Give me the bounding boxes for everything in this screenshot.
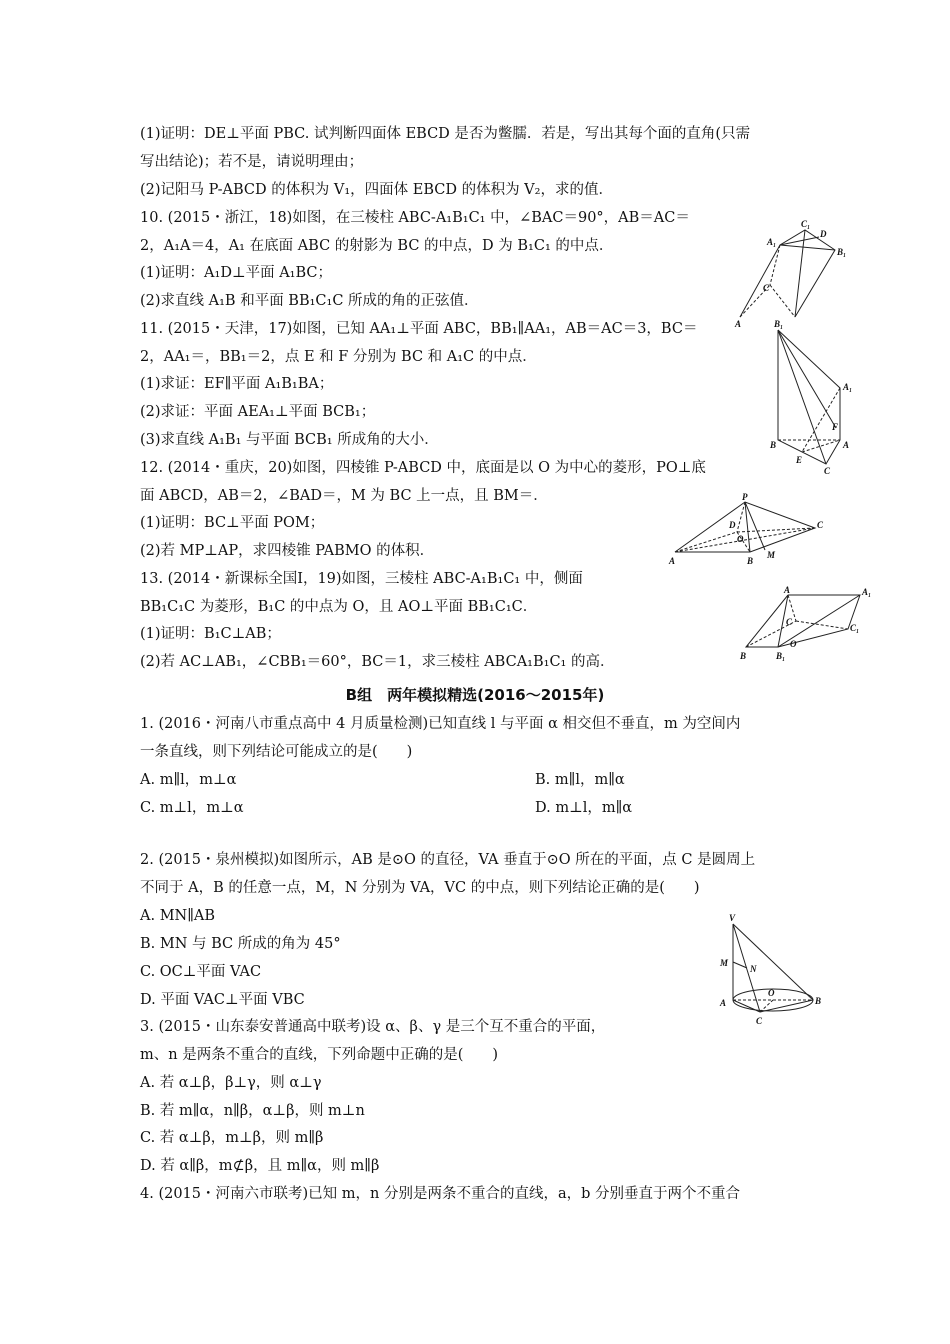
problem-12: 12. (2014・重庆，20)如图，四棱锥 P-ABCD 中，底面是以 O 为中心的菱形，PO⊥底 xyxy=(140,460,706,476)
text-line: (2)若 MP⊥AP，求四棱锥 PABMO 的体积． xyxy=(140,543,435,559)
text-line: 写出结论)；若不是，请说明理由； xyxy=(140,154,364,170)
figure-label: C₁ xyxy=(801,219,811,229)
figure-label: B xyxy=(747,556,754,566)
question-b2: 2. (2015・泉州模拟)如图所示，AB 是⊙O 的直径，VA 垂直于⊙O 所在的平面，点 C 是圆周上 xyxy=(140,852,756,868)
problem-11: 11. (2015・天津，17)如图，已知 AA₁⊥平面 ABC，BB₁∥AA₁，AB＝AC＝3，BC＝ xyxy=(140,321,698,337)
option-line: D. 若 α∥β，m⊄β，且 m∥α，则 m∥β xyxy=(140,1158,380,1174)
text-line: (2)求证：平面 AEA₁⊥平面 BCB₁； xyxy=(140,404,376,420)
figure-cone-b2 xyxy=(718,912,828,1027)
figure-label: B xyxy=(740,651,747,661)
section-title: B组 两年模拟精选(2016～2015年) xyxy=(345,686,605,704)
text-line: 2，A₁A＝4，A₁ 在底面 ABC 的射影为 BC 的中点，D 为 B₁C₁ 的中点． xyxy=(140,238,614,254)
figure-label: C₁ xyxy=(850,623,860,633)
text-line: 一条直线，则下列结论可能成立的是( ) xyxy=(140,744,413,760)
figure-label: M xyxy=(720,958,729,968)
problem-13: 13. (2014・新课标全国Ⅰ，19)如图，三棱柱 ABC-A₁B₁C₁ 中，侧面 xyxy=(140,571,583,587)
option-b: B. m∥l，m∥α xyxy=(535,772,625,788)
question-b4: 4. (2015・河南六市联考)已知 m，n 分别是两条不重合的直线，a，b 分别垂直于两个不重合 xyxy=(140,1186,740,1202)
text-line: (1)证明：B₁C⊥AB； xyxy=(140,626,281,642)
figure-label: D xyxy=(729,520,736,530)
text-line: (2)记阳马 P-ABCD 的体积为 V₁，四面体 EBCD 的体积为 V₂，求的值． xyxy=(140,182,613,198)
figure-label: E xyxy=(796,455,803,465)
text-line: (1)证明：BC⊥平面 POM； xyxy=(140,515,325,531)
text-line: BB₁C₁C 为菱形，B₁C 的中点为 O，且 AO⊥平面 BB₁C₁C． xyxy=(140,599,538,615)
question-b1: 1. (2016・河南八市重点高中 4 月质量检测)已知直线 l 与平面 α 相交但不垂直，m 为空间内 xyxy=(140,716,741,732)
figure-label: C xyxy=(817,520,824,530)
figure-label: A₁ xyxy=(862,587,872,597)
text-line: (1)证明：A₁D⊥平面 A₁BC； xyxy=(140,265,332,281)
option-line: B. MN 与 BC 所成的角为 45° xyxy=(140,936,341,952)
problem-10: 10. (2015・浙江，18)如图，在三棱柱 ABC-A₁B₁C₁ 中，∠BAC＝90°，AB＝AC＝ xyxy=(140,210,690,226)
text-line: (2)求直线 A₁B 和平面 BB₁C₁C 所成的角的正弦值． xyxy=(140,293,479,309)
figure-label: M xyxy=(767,550,776,560)
figure-label: F xyxy=(832,422,839,432)
text-line: m、n 是两条不重合的直线，下列命题中正确的是( ) xyxy=(140,1047,499,1063)
figure-label: A₁ xyxy=(843,382,853,392)
figure-label: C xyxy=(763,283,770,293)
figure-label: O xyxy=(737,534,744,544)
figure-label: A xyxy=(843,440,850,450)
figure-prism-13 xyxy=(738,585,873,665)
option-line: C. 若 α⊥β，m⊥β，则 m∥β xyxy=(140,1130,324,1146)
option-c: C. m⊥l，m⊥α xyxy=(140,800,244,816)
figure-label: D xyxy=(820,229,827,239)
figure-label: B xyxy=(770,440,777,450)
figure-pyramid-12 xyxy=(665,492,830,572)
figure-solid-11 xyxy=(768,318,858,478)
figure-label: C xyxy=(824,466,831,476)
figure-label: N xyxy=(750,964,757,974)
text-line: 2，AA₁＝，BB₁＝2，点 E 和 F 分别为 BC 和 A₁C 的中点． xyxy=(140,349,537,365)
figure-label: A xyxy=(784,585,791,595)
figure-label: B₁ xyxy=(776,651,786,661)
text-line: (2)若 AC⊥AB₁，∠CBB₁＝60°，BC＝1，求三棱柱 ABCA₁B₁C₁ 的高． xyxy=(140,654,615,670)
option-line: B. 若 m∥α，n∥β，α⊥β，则 m⊥n xyxy=(140,1103,365,1119)
figure-label: B₁ xyxy=(774,319,784,329)
figure-label: C xyxy=(786,617,793,627)
figure-label: O xyxy=(790,639,797,649)
text-line: (1)证明：DE⊥平面 PBC. 试判断四面体 EBCD 是否为鳖臑．若是，写出其每个面的直角(只需 xyxy=(140,126,751,142)
option-line: A. MN∥AB xyxy=(140,908,216,924)
figure-label: C xyxy=(756,1016,763,1026)
option-d: D. m⊥l，m∥α xyxy=(535,800,633,816)
figure-label: A₁ xyxy=(767,237,777,247)
text-line: (1)求证：EF∥平面 A₁B₁BA； xyxy=(140,376,334,392)
figure-label: B₁ xyxy=(837,247,847,257)
option-line: C. OC⊥平面 VAC xyxy=(140,964,262,980)
option-line: D. 平面 VAC⊥平面 VBC xyxy=(140,992,305,1008)
question-b3: 3. (2015・山东泰安普通高中联考)设 α、β、γ 是三个互不重合的平面， xyxy=(140,1019,606,1035)
text-line: 不同于 A，B 的任意一点，M，N 分别为 VA，VC 的中点，则下列结论正确的是( ) xyxy=(140,880,700,896)
figure-label: B xyxy=(815,996,822,1006)
option-a: A. m∥l，m⊥α xyxy=(140,772,237,788)
figure-label: A xyxy=(720,998,727,1008)
text-line: 面 ABCD，AB＝2，∠BAD＝，M 为 BC 上一点，且 BM＝． xyxy=(140,488,548,504)
option-line: A. 若 α⊥β，β⊥γ，则 α⊥γ xyxy=(140,1075,322,1091)
figure-label: A xyxy=(735,319,742,329)
figure-label: P xyxy=(742,492,748,502)
figure-label: A xyxy=(669,556,676,566)
figure-label: O xyxy=(768,988,775,998)
text-line: (3)求直线 A₁B₁ 与平面 BCB₁ 所成角的大小． xyxy=(140,432,439,448)
figure-label: V xyxy=(729,913,736,923)
figure-prism-10 xyxy=(735,215,850,330)
